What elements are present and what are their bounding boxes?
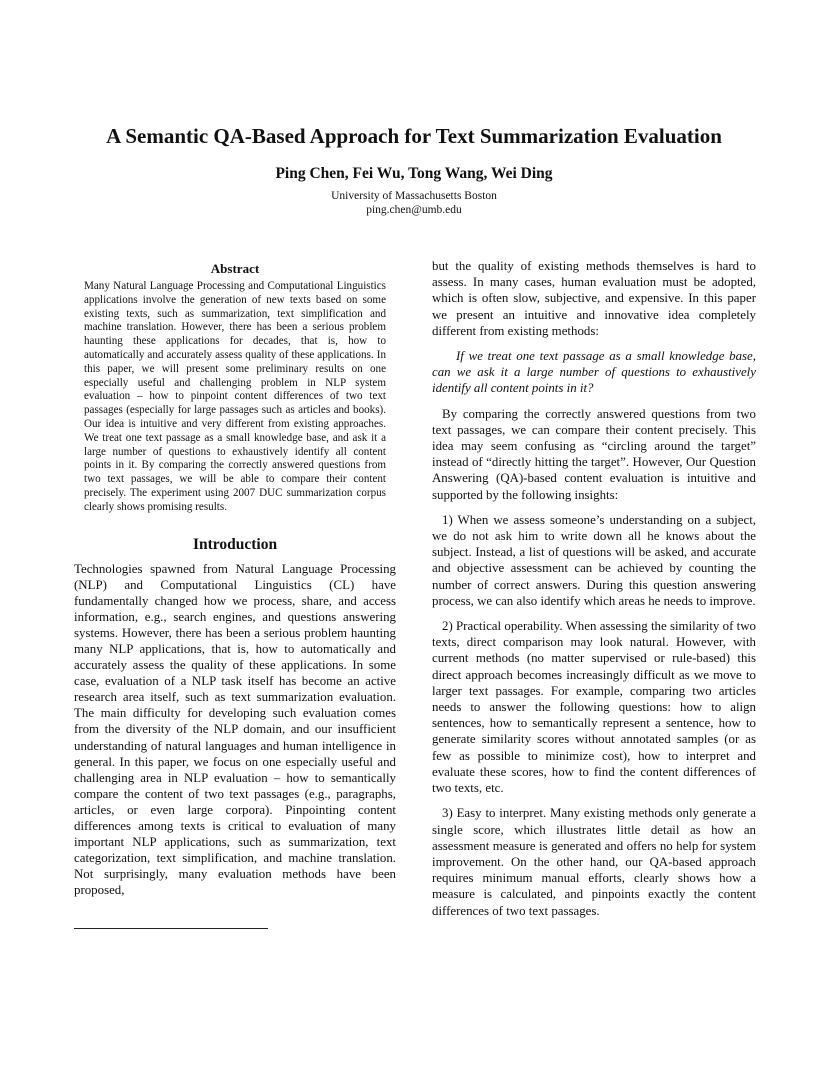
introduction-heading: Introduction [192,535,278,553]
right-column [432,258,756,928]
author-email: ping.chen@umb.edu [366,204,462,216]
paper-title: A Semantic QA-Based Approach for Text Summarization Evaluation [106,124,722,148]
introduction-text: Technologies spawned from Natural Language Processing (NLP) and Computational Linguistics (CL) have fundamentally changed how we process, share, and access information, e.g., search engines, and questions answering systems. However, there has been a serious problem haunting many NLP applications, that is, how to automatically and accurately assess the quality of these applications. In some case, evaluation of a NLP task itself has become an active research area itself, such as text summarization evaluation. The main difficulty for developing such evaluation comes from the diversity of the NLP domain, and our insufficient understanding of natural languages and human intelligence in general. In this paper, we focus on one especially useful and challenging area in NLP evaluation – how to semantically compare the content of two text passages (e.g., paragraphs, articles, or even large corpora). Pinpointing content differences among texts is critical to evaluation of many important NLP applications, such as summarization, text categorization, text simplification, and machine translation. Not surprisingly, many evaluation methods have been proposed, [74,561,396,898]
insight-2: 2) Practical operability. When assessing the similarity of two texts, direct comparison may look natural. However, with current methods (no matter supervised or rule-based) this direct approach becomes increasingly difficult as we move to larger text passages. For example, comparing two articles needs to answer the following questions: how to align sentences, how to semantically represent a sentence, how to generate similarity scores without annotated samples (or as few as possible to minimize cost), how to interpret and evaluate these scores, how to find the content differences of two texts, etc. [432,619,756,796]
footnote-divider [74,928,268,929]
affiliation: University of Massachusetts Boston [331,190,497,202]
paragraph-comparison: By comparing the correctly answered questions from two text passages, we can compare their content precisely. This idea may seem confusing as “circling around the target” instead of “directly hitting the target”. However, Our Question Answering (QA)-based content evaluation is intuitive and supported by the following insights: [432,406,756,502]
left-column [74,258,396,899]
insight-3: 3) Easy to interpret. Many existing methods only generate a single score, which illustrates little detail as how an assessment measure is generated and offers no help for system improvement. On the other hand, our QA-based approach requires minimum manual efforts, clearly shows how a measure is calculated, and pinpoints exactly the content differences of two text passages. [432,806,756,918]
abstract-heading: Abstract [210,261,260,276]
insight-1: 1) When we assess someone’s understanding on a subject, we do not ask him to write down all he knows about the subject. Instead, a list of questions will be asked, and accurate and objective assessment can be achieved by counting the number of correct answers. During this question answering process, we can also identify which areas he needs to improve. [432,512,756,608]
paragraph-continuation: but the quality of existing methods themselves is hard to assess. In many cases, human evaluation must be adopted, which is often slow, subjective, and expensive. In this paper we present an intuitive and innovative idea completely different from existing methods: [432,259,756,338]
author-list: Ping Chen, Fei Wu, Tong Wang, Wei Ding [275,165,553,182]
abstract-text: Many Natural Language Processing and Computational Linguistics applications involve the generation of new texts based on some existing texts, such as summarization, text simplification and machine translation. However, there has been a serious problem haunting these applications for decades, that is, how to automatically and accurately assess quality of these applications. In this paper, we will present some preliminary results on one especially useful and challenging problem in NLP system evaluation – how to pinpoint content differences of two text passages (especially for large passages such as articles and books). Our idea is intuitive and very different from existing approaches. We treat one text passage as a small knowledge base, and ask it a large number of questions to exhaustively identify all content points in it. By comparing the correctly answered questions from two text passages, we will be able to compare their content precisely. The experiment using 2007 DUC summarization corpus clearly shows promising results. [84,280,386,513]
key-question-quote: If we treat one text passage as a small knowledge base, can we ask it a large number of questions to exhaustively identify all content points in it? [432,349,756,396]
